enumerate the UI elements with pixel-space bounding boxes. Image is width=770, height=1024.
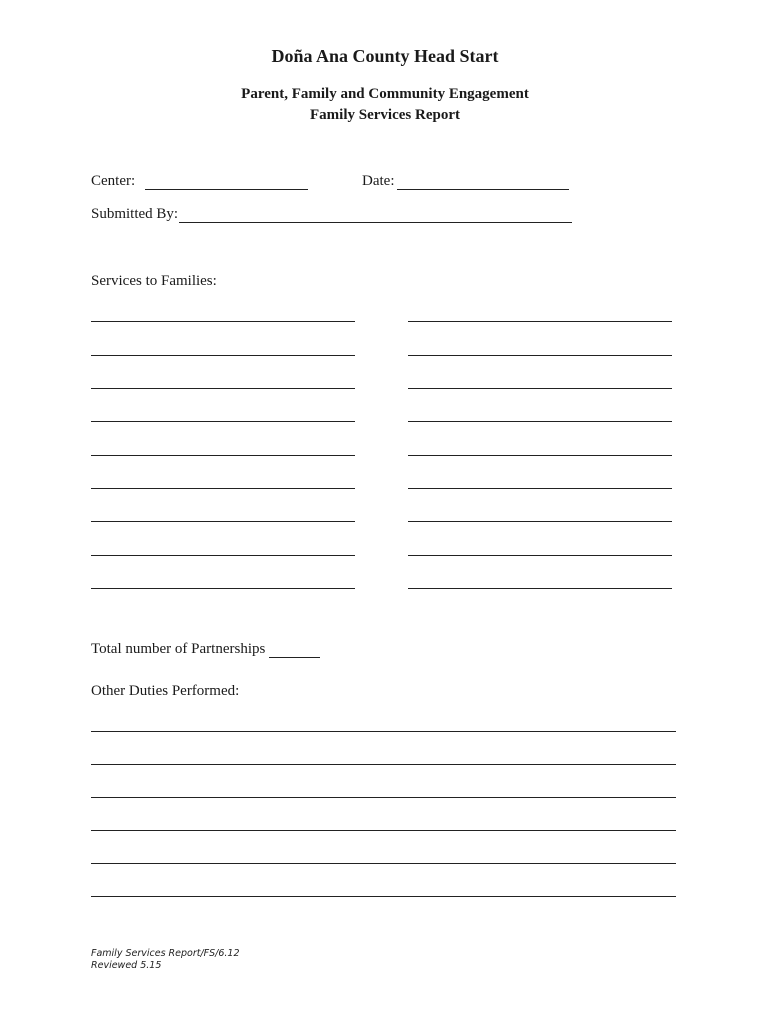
other-duties-line[interactable] [91, 731, 676, 732]
services-line[interactable] [91, 355, 355, 356]
services-line[interactable] [408, 455, 672, 456]
services-line[interactable] [408, 421, 672, 422]
submitted-by-field[interactable] [179, 222, 572, 223]
services-line[interactable] [91, 388, 355, 389]
footer-form-code: Family Services Report/FS/6.12 [91, 948, 240, 959]
other-duties-label: Other Duties Performed: [91, 683, 240, 699]
services-line[interactable] [408, 488, 672, 489]
subtitle-engagement: Parent, Family and Community Engagement [241, 86, 529, 102]
services-line[interactable] [408, 555, 672, 556]
services-line[interactable] [91, 488, 355, 489]
other-duties-line[interactable] [91, 797, 676, 798]
total-partnerships-field[interactable] [269, 657, 320, 658]
center-field[interactable] [145, 189, 308, 190]
services-line[interactable] [91, 521, 355, 522]
services-line[interactable] [91, 588, 355, 589]
services-line[interactable] [408, 388, 672, 389]
date-field[interactable] [397, 189, 569, 190]
page-title: Doña Ana County Head Start [271, 46, 499, 66]
services-line[interactable] [408, 521, 672, 522]
other-duties-line[interactable] [91, 764, 676, 765]
services-line[interactable] [91, 555, 355, 556]
services-line[interactable] [91, 321, 355, 322]
services-line[interactable] [91, 455, 355, 456]
other-duties-line[interactable] [91, 896, 676, 897]
submitted-by-label: Submitted By: [91, 206, 179, 222]
subtitle-report: Family Services Report [310, 107, 460, 123]
services-line[interactable] [91, 421, 355, 422]
services-line[interactable] [408, 588, 672, 589]
other-duties-line[interactable] [91, 830, 676, 831]
date-label: Date: [362, 173, 395, 189]
services-label: Services to Families: [91, 273, 217, 289]
services-line[interactable] [408, 355, 672, 356]
other-duties-line[interactable] [91, 863, 676, 864]
services-line[interactable] [408, 321, 672, 322]
footer-reviewed: Reviewed 5.15 [91, 960, 162, 971]
total-partnerships-label: Total number of Partnerships [91, 641, 266, 657]
center-label: Center: [91, 173, 136, 189]
